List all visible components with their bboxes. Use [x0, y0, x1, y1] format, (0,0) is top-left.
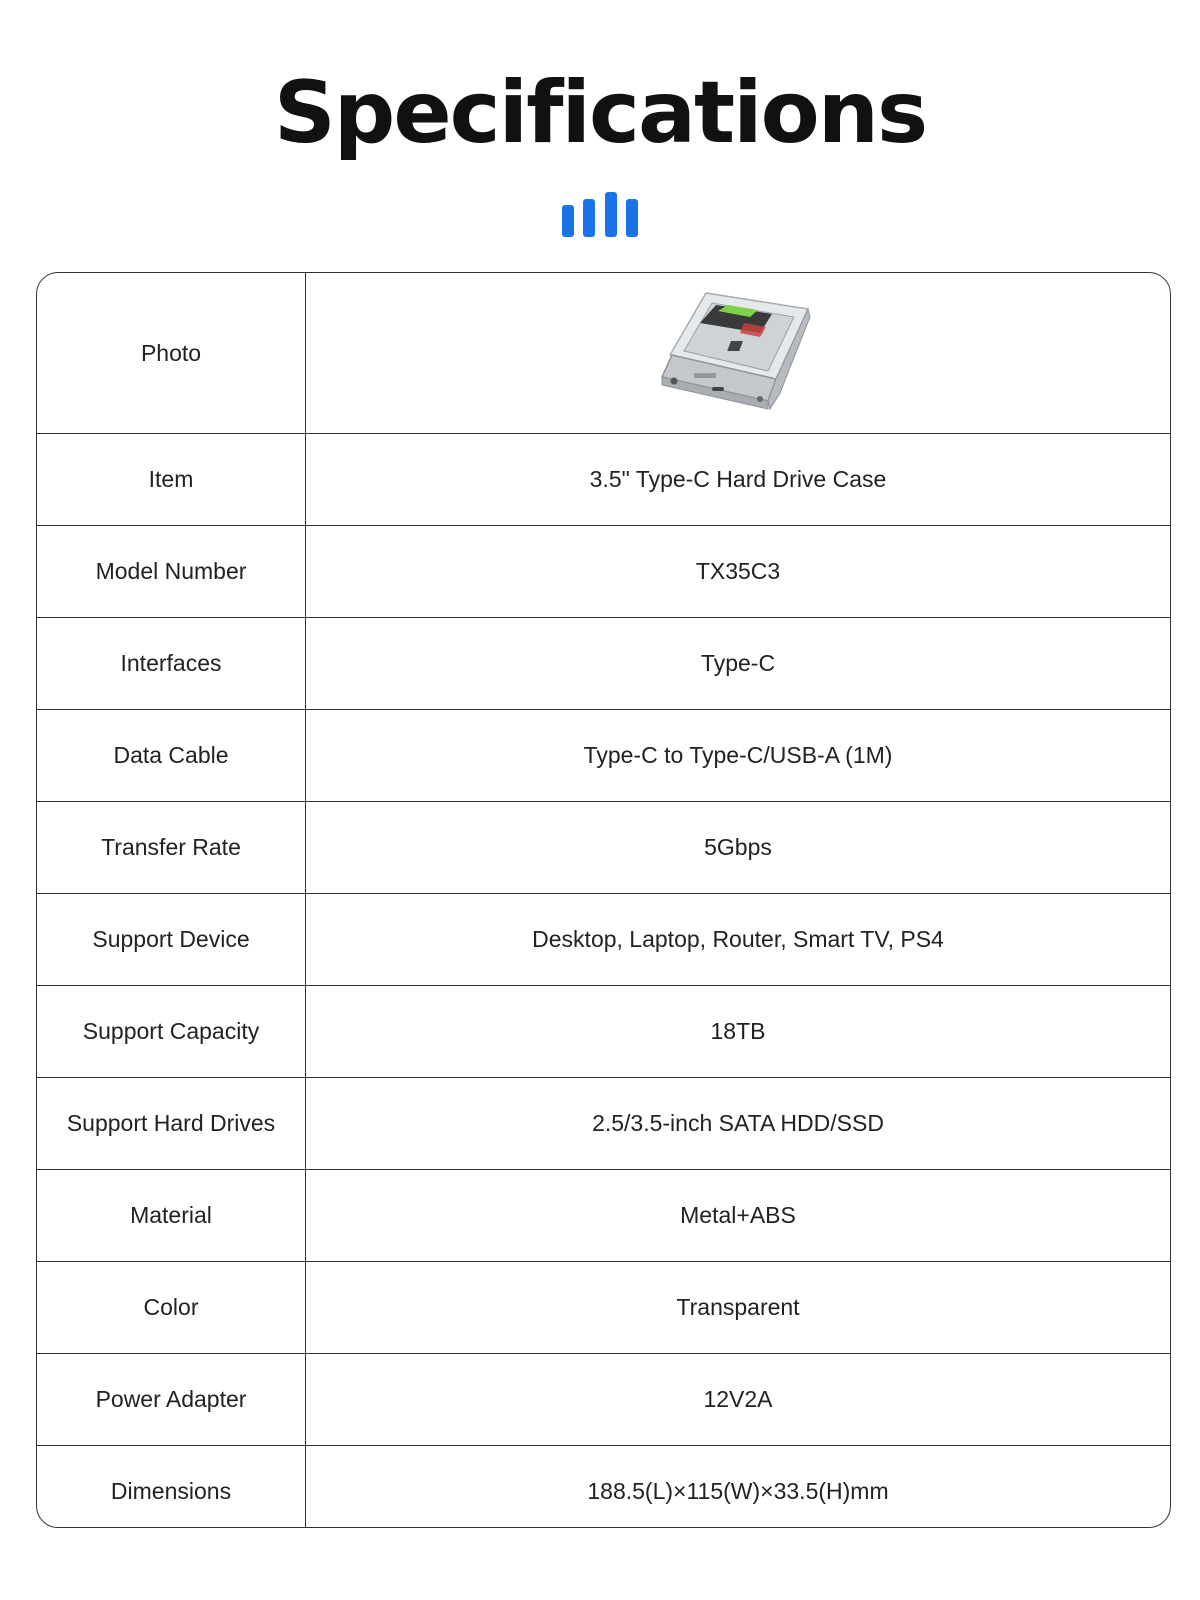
spec-value: 188.5(L)×115(W)×33.5(H)mm	[587, 1478, 889, 1504]
table-row	[37, 526, 1170, 618]
table-row	[37, 986, 1170, 1078]
spec-label: Data Cable	[37, 710, 306, 802]
spec-label: Material	[37, 1170, 306, 1262]
table-row	[37, 1446, 1170, 1529]
spec-value: 18TB	[306, 986, 1171, 1078]
table-row	[37, 618, 1170, 710]
spec-label: Color	[37, 1262, 306, 1354]
spec-value: 12V2A	[306, 1354, 1171, 1446]
product-photo-cell	[306, 273, 1171, 434]
table-row-photo	[37, 273, 1170, 434]
spec-value: Transparent	[306, 1262, 1171, 1354]
spec-value: Type-C	[306, 618, 1171, 710]
spec-label: Dimensions	[37, 1446, 306, 1529]
table-row	[37, 1170, 1170, 1262]
bar-chart-icon-bar	[605, 192, 617, 237]
spec-label: Interfaces	[37, 618, 306, 710]
bar-chart-icon-bar	[583, 199, 595, 237]
spec-value: 3.5" Type-C Hard Drive Case	[306, 434, 1171, 526]
spec-label: Item	[37, 434, 306, 526]
table-row	[37, 1262, 1170, 1354]
spec-value: 2.5/3.5-inch SATA HDD/SSD	[306, 1078, 1171, 1170]
spec-value: TX35C3	[306, 526, 1171, 618]
page-title: Specifications	[273, 63, 927, 163]
spec-value: Type-C to Type-C/USB-A (1M)	[306, 710, 1171, 802]
bar-chart-icon-bar	[562, 205, 574, 237]
spec-label: Photo	[37, 273, 306, 434]
table-row	[37, 1354, 1170, 1446]
table-row	[37, 1078, 1170, 1170]
spec-label: Model Number	[37, 526, 306, 618]
spec-label: Support Device	[37, 894, 306, 986]
spec-label: Support Capacity	[37, 986, 306, 1078]
spec-value: Metal+ABS	[306, 1170, 1171, 1262]
spec-value: 5Gbps	[306, 802, 1171, 894]
table-row	[37, 434, 1170, 526]
hard-drive-case-image	[648, 283, 828, 423]
spec-table	[36, 272, 1171, 1528]
table-row	[37, 802, 1170, 894]
spec-label: Power Adapter	[37, 1354, 306, 1446]
table-row	[37, 710, 1170, 802]
table-row	[37, 894, 1170, 986]
spec-label: Support Hard Drives	[37, 1078, 306, 1170]
spec-label: Transfer Rate	[37, 802, 306, 894]
bar-chart-icon-bar	[626, 199, 638, 237]
bar-chart-icon	[562, 192, 638, 237]
spec-value: Desktop, Laptop, Router, Smart TV, PS4	[306, 894, 1171, 986]
